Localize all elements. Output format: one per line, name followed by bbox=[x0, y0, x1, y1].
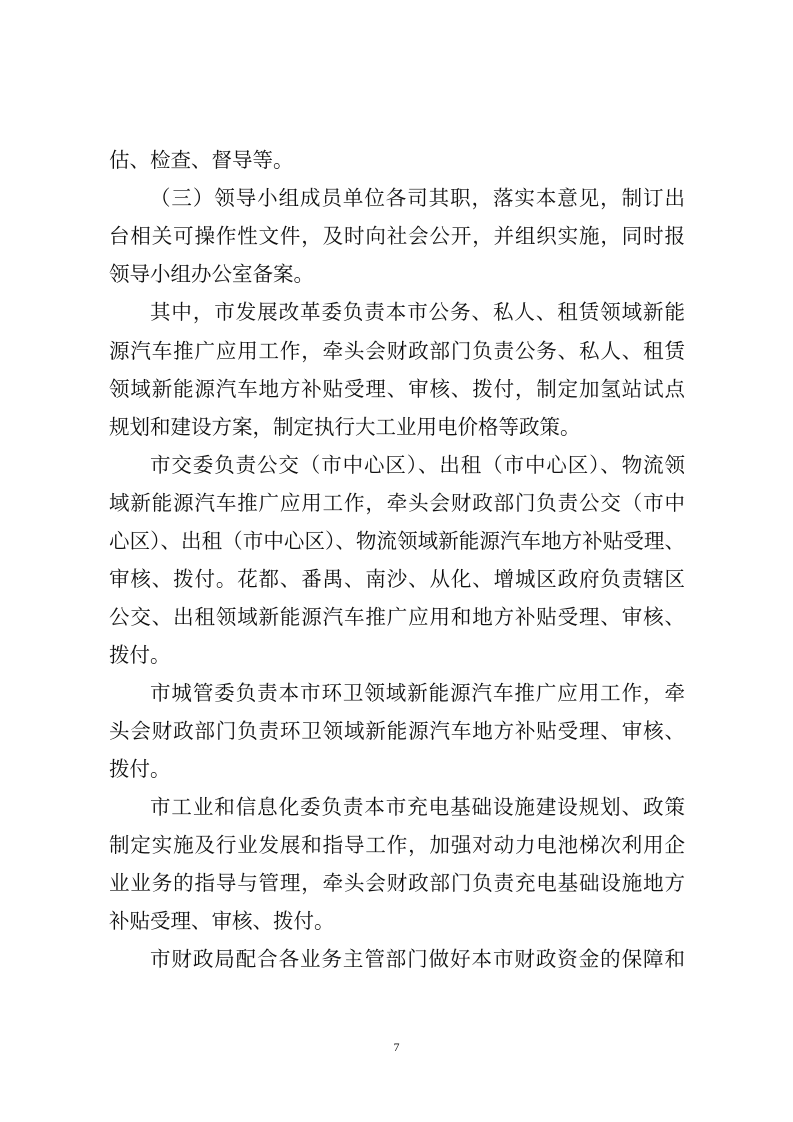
paragraph-line: 源汽车推广应用工作，牵头会财政部门负责公务、私人、租赁 bbox=[109, 339, 685, 363]
paragraph-line: 市工业和信息化委负责本市充电基础设施建设规划、政策 bbox=[150, 795, 685, 819]
paragraph-line: 业业务的指导与管理，牵头会财政部门负责充电基础设施地方 bbox=[109, 871, 685, 895]
paragraph-line: 市交委负责公交（市中心区）、出租（市中心区）、物流领 bbox=[150, 453, 685, 477]
paragraph-line: 拨付。 bbox=[109, 643, 171, 667]
paragraph-line: 其中，市发展改革委负责本市公务、私人、租赁领域新能 bbox=[150, 300, 685, 324]
paragraph-line: 市城管委负责本市环卫领域新能源汽车推广应用工作，牵 bbox=[150, 681, 685, 705]
paragraph-line: 制定实施及行业发展和指导工作，加强对动力电池梯次利用企 bbox=[109, 833, 685, 857]
paragraph-line: 估、检查、督导等。 bbox=[109, 148, 294, 172]
paragraph-line: 补贴受理、审核、拨付。 bbox=[109, 909, 335, 933]
paragraph-line: 规划和建设方案，制定执行大工业用电价格等政策。 bbox=[109, 415, 581, 439]
paragraph-line: 域新能源汽车推广应用工作，牵头会财政部门负责公交（市中 bbox=[109, 491, 685, 515]
paragraph-line: （三）领导小组成员单位各司其职，落实本意见，制订出 bbox=[150, 186, 685, 210]
paragraph-line: 市财政局配合各业务主管部门做好本市财政资金的保障和 bbox=[150, 947, 685, 971]
paragraph-line: 头会财政部门负责环卫领域新能源汽车地方补贴受理、审核、 bbox=[109, 719, 685, 743]
paragraph-line: 台相关可操作性文件，及时向社会公开，并组织实施，同时报 bbox=[109, 224, 685, 248]
page-number: 7 bbox=[393, 1040, 400, 1054]
paragraph-line: 领导小组办公室备案。 bbox=[109, 262, 314, 286]
paragraph-line: 公交、出租领域新能源汽车推广应用和地方补贴受理、审核、 bbox=[109, 605, 685, 629]
paragraph-line: 心区）、出租（市中心区）、物流领域新能源汽车地方补贴受理、 bbox=[109, 529, 685, 553]
paragraph-line: 拨付。 bbox=[109, 757, 171, 781]
paragraph-line: 领域新能源汽车地方补贴受理、审核、拨付，制定加氢站试点 bbox=[109, 377, 685, 401]
paragraph-line: 审核、拨付。花都、番禺、南沙、从化、增城区政府负责辖区 bbox=[109, 567, 685, 591]
